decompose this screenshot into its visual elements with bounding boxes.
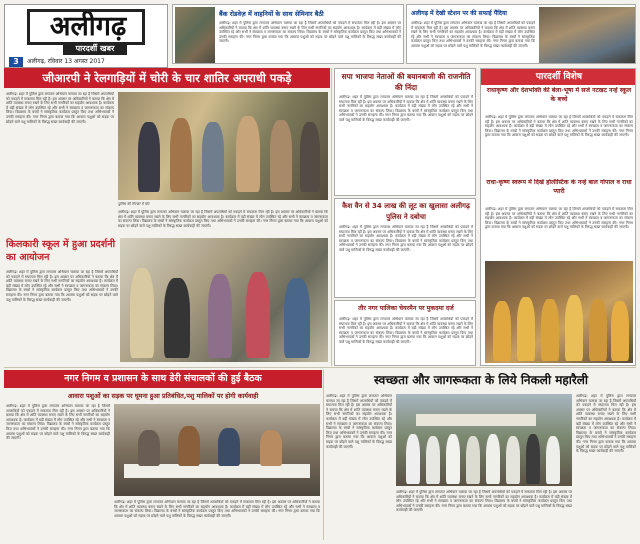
notice-headline: तौर नगर पालिका चेयरमैन पर मुकदमा दर्ज bbox=[358, 305, 454, 312]
top-story-1-photo bbox=[175, 7, 215, 63]
rally-photo-figure bbox=[466, 436, 480, 484]
special-body-1: अलीगढ़। शहर में पुलिस द्वारा लगातार अभियान चलाया जा रहा है जिसमें अपराधियों को पकड़ने में सफलता मिल रही है। इस अवसर पर अधिकारियों ने बताया कि क्षेत्र में शांति व्यवस्था बनाए रखने के लिए सभी नागरिकों का सहयोग आवश्यक है। कार्यक्रम में बड़ी संख्या में लोग उपस्थित रहे और सभी ने स्वच्छता व जागरूकता का संकल्प लिया। विद्यालय के बच्चों ने सांस्कृतिक कार्यक्रम प्रस्तुत किए तथा अभिभावकों ने उनकी सराहना की। नगर निगम द्वारा बताया गया कि आवारा पशुओं को सड़क पर छोड़ने वाले पशु मालिकों के विरुद्ध सख्त कार्यवाही की जाएगी। bbox=[485, 115, 633, 138]
rally-photo-figure bbox=[406, 434, 420, 484]
masthead-subtitle-bar bbox=[63, 43, 127, 55]
school-photo-figure bbox=[284, 278, 310, 358]
special-photo-figure bbox=[541, 299, 559, 361]
rally-body-1: अलीगढ़। शहर में पुलिस द्वारा लगातार अभियान चलाया जा रहा है जिसमें अपराधियों को पकड़ने में सफलता मिल रही है। इस अवसर पर अधिकारियों ने बताया कि क्षेत्र में शांति व्यवस्था बनाए रखने के लिए सभी नागरिकों का सहयोग आवश्यक है। कार्यक्रम में बड़ी संख्या में लोग उपस्थित रहे और सभी ने स्वच्छता व जागरूकता का संकल्प लिया। विद्यालय के बच्चों ने सांस्कृतिक कार्यक्रम प्रस्तुत किए तथा अभिभावकों ने उनकी सराहना की। नगर निगम द्वारा बताया गया कि आवारा पशुओं को सड़क पर छोड़ने वाले पशु मालिकों के विरुद्ध सख्त कार्यवाही की जाएगी। bbox=[326, 394, 392, 449]
rally-photo-figure bbox=[506, 436, 520, 484]
school-photo-figure bbox=[130, 268, 154, 358]
rally-banner bbox=[416, 414, 536, 426]
special-photo-figure bbox=[565, 295, 583, 361]
school-body: अलीगढ़। शहर में पुलिस द्वारा लगातार अभियान चलाया जा रहा है जिसमें अपराधियों को पकड़ने में सफलता मिल रही है। इस अवसर पर अधिकारियों ने बताया कि क्षेत्र में शांति व्यवस्था बनाए रखने के लिए सभी नागरिकों का सहयोग आवश्यक है। कार्यक्रम में बड़ी संख्या में लोग उपस्थित रहे और सभी ने स्वच्छता व जागरूकता का संकल्प लिया। विद्यालय के बच्चों ने सांस्कृतिक कार्यक्रम प्रस्तुत किए तथा अभिभावकों ने उनकी सराहना की। नगर निगम द्वारा बताया गया कि आवारा पशुओं को सड़क पर छोड़ने वाले पशु मालिकों के विरुद्ध सख्त कार्यवाही की जाएगी। bbox=[6, 270, 118, 302]
dairy-body-2: अलीगढ़। शहर में पुलिस द्वारा लगातार अभियान चलाया जा रहा है जिसमें अपराधियों को पकड़ने में सफलता मिल रही है। इस अवसर पर अधिकारियों ने बताया कि क्षेत्र में शांति व्यवस्था बनाए रखने के लिए सभी नागरिकों का सहयोग आवश्यक है। कार्यक्रम में बड़ी संख्या में लोग उपस्थित रहे और सभी ने स्वच्छता व जागरूकता का संकल्प लिया। विद्यालय के बच्चों ने सांस्कृतिक कार्यक्रम प्रस्तुत किए तथा अभिभावकों ने उनकी सराहना की। नगर निगम द्वारा बताया गया कि आवारा पशुओं को सड़क पर छोड़ने वाले पशु मालिकों के विरुद्ध सख्त कार्यवाही की जाएगी। bbox=[114, 500, 320, 518]
special-label: पारदर्शी विशेष bbox=[535, 72, 583, 82]
crime-body: अलीगढ़। शहर में पुलिस द्वारा लगातार अभियान चलाया जा रहा है जिसमें अपराधियों को पकड़ने में सफलता मिल रही है। इस अवसर पर अधिकारियों ने बताया कि क्षेत्र में शांति व्यवस्था बनाए रखने के लिए सभी नागरिकों का सहयोग आवश्यक है। कार्यक्रम में बड़ी संख्या में लोग उपस्थित रहे और सभी ने स्वच्छता व जागरूकता का संकल्प लिया। विद्यालय के बच्चों ने सांस्कृतिक कार्यक्रम प्रस्तुत किए तथा अभिभावकों ने उनकी सराहना की। नगर निगम द्वारा बताया गया कि आवारा पशुओं को सड़क पर छोड़ने वाले पशु मालिकों के विरुद्ध सख्त कार्यवाही की जाएगी। bbox=[339, 225, 473, 252]
top-story-2-body: अलीगढ़। शहर में पुलिस द्वारा लगातार अभियान चलाया जा रहा है जिसमें अपराधियों को पकड़ने में सफलता मिल रही है। इस अवसर पर अधिकारियों ने बताया कि क्षेत्र में शांति व्यवस्था बनाए रखने के लिए सभी नागरिकों का सहयोग आवश्यक है। कार्यक्रम में बड़ी संख्या में लोग उपस्थित रहे और सभी ने स्वच्छता व जागरूकता का संकल्प लिया। विद्यालय के बच्चों ने सांस्कृतिक कार्यक्रम प्रस्तुत किए तथा अभिभावकों ने उनकी सराहना की। नगर निगम द्वारा बताया गया कि आवारा पशुओं को सड़क पर छोड़ने वाले पशु मालिकों के विरुद्ध सख्त कार्यवाही की जाएगी। bbox=[411, 21, 535, 48]
politics-headline: सपा भाजपा नेताओं की बयानबाजी की राजनीति की निंदा bbox=[341, 72, 471, 92]
lead-body: अलीगढ़। शहर में पुलिस द्वारा लगातार अभियान चलाया जा रहा है जिसमें अपराधियों को पकड़ने में सफलता मिल रही है। इस अवसर पर अधिकारियों ने बताया कि क्षेत्र में शांति व्यवस्था बनाए रखने के लिए सभी नागरिकों का सहयोग आवश्यक है। कार्यक्रम में बड़ी संख्या में लोग उपस्थित रहे और सभी ने स्वच्छता व जागरूकता का संकल्प लिया। विद्यालय के बच्चों ने सांस्कृतिक कार्यक्रम प्रस्तुत किए तथा अभिभावकों ने उनकी सराहना की। नगर निगम द्वारा बताया गया कि आवारा पशुओं को सड़क पर छोड़ने वाले पशु मालिकों के विरुद्ध सख्त कार्यवाही की जाएगी। bbox=[6, 92, 114, 124]
top-story-1-body: अलीगढ़। शहर में पुलिस द्वारा लगातार अभियान चलाया जा रहा है जिसमें अपराधियों को पकड़ने में सफलता मिल रही है। इस अवसर पर अधिकारियों ने बताया कि क्षेत्र में शांति व्यवस्था बनाए रखने के लिए सभी नागरिकों का सहयोग आवश्यक है। कार्यक्रम में बड़ी संख्या में लोग उपस्थित रहे और सभी ने स्वच्छता व जागरूकता का संकल्प लिया। विद्यालय के बच्चों ने सांस्कृतिक कार्यक्रम प्रस्तुत किए तथा अभिभावकों ने उनकी सराहना की। नगर निगम द्वारा बताया गया कि आवारा पशुओं को सड़क पर छोड़ने वाले पशु मालिकों के विरुद्ध सख्त कार्यवाही की जाएगी। bbox=[219, 21, 401, 44]
politics-body: अलीगढ़। शहर में पुलिस द्वारा लगातार अभियान चलाया जा रहा है जिसमें अपराधियों को पकड़ने में सफलता मिल रही है। इस अवसर पर अधिकारियों ने बताया कि क्षेत्र में शांति व्यवस्था बनाए रखने के लिए सभी नागरिकों का सहयोग आवश्यक है। कार्यक्रम में बड़ी संख्या में लोग उपस्थित रहे और सभी ने स्वच्छता व जागरूकता का संकल्प लिया। विद्यालय के बच्चों ने सांस्कृतिक कार्यक्रम प्रस्तुत किए तथा अभिभावकों ने उनकी सराहना की। नगर निगम द्वारा बताया गया कि आवारा पशुओं को सड़क पर छोड़ने वाले पशु मालिकों के विरुद्ध सख्त कार्यवाही की जाएगी। bbox=[339, 95, 473, 122]
page-number: 3 bbox=[9, 57, 23, 67]
dairy-headline-bar bbox=[4, 370, 322, 388]
rally-body-2: अलीगढ़। शहर में पुलिस द्वारा लगातार अभियान चलाया जा रहा है जिसमें अपराधियों को पकड़ने में सफलता मिल रही है। इस अवसर पर अधिकारियों ने बताया कि क्षेत्र में शांति व्यवस्था बनाए रखने के लिए सभी नागरिकों का सहयोग आवश्यक है। कार्यक्रम में बड़ी संख्या में लोग उपस्थित रहे और सभी ने स्वच्छता व जागरूकता का संकल्प लिया। विद्यालय के बच्चों ने सांस्कृतिक कार्यक्रम प्रस्तुत किए तथा अभिभावकों ने उनकी सराहना की। नगर निगम द्वारा बताया गया कि आवारा पशुओं को सड़क पर छोड़ने वाले पशु मालिकों के विरुद्ध सख्त कार्यवाही की जाएगी। bbox=[396, 490, 572, 513]
dairy-photo bbox=[114, 404, 320, 496]
top-story-2 bbox=[406, 4, 636, 64]
special-headline-2: राधा-कृष्ण स्वरूप में दिखे होलीस्टिक के नन्हे बाल गोपाल व राधा प्यारी bbox=[486, 179, 632, 195]
special-body-2: अलीगढ़। शहर में पुलिस द्वारा लगातार अभियान चलाया जा रहा है जिसमें अपराधियों को पकड़ने में सफलता मिल रही है। इस अवसर पर अधिकारियों ने बताया कि क्षेत्र में शांति व्यवस्था बनाए रखने के लिए सभी नागरिकों का सहयोग आवश्यक है। कार्यक्रम में बड़ी संख्या में लोग उपस्थित रहे और सभी ने स्वच्छता व जागरूकता का संकल्प लिया। विद्यालय के बच्चों ने सांस्कृतिक कार्यक्रम प्रस्तुत किए तथा अभिभावकों ने उनकी सराहना की। नगर निगम द्वारा बताया गया कि आवारा पशुओं को सड़क पर छोड़ने वाले पशु मालिकों के विरुद्ध सख्त कार्यवाही की जाएगी। bbox=[485, 207, 633, 230]
dairy-photo-figure bbox=[260, 430, 282, 466]
dairy-headline: नगर निगम व प्रशासन के साथ डेरी संचालकों की हुई बैठक bbox=[64, 373, 262, 384]
rally-photo-figure bbox=[526, 434, 540, 484]
lead-photo-figure bbox=[270, 120, 292, 192]
dairy-photo-figure bbox=[138, 430, 160, 466]
lead-headline: जीआरपी ने रेलगाड़ियों में चोरी के चार शातिर अपराधी पकड़े bbox=[42, 71, 292, 85]
section-rule bbox=[4, 367, 636, 368]
lead-headline-bar bbox=[4, 68, 330, 88]
dairy-photo-table bbox=[124, 464, 310, 478]
masthead-logo-box bbox=[27, 9, 145, 45]
politics-story bbox=[334, 68, 476, 196]
special-photo bbox=[485, 261, 633, 363]
dairy-body-1: अलीगढ़। शहर में पुलिस द्वारा लगातार अभियान चलाया जा रहा है जिसमें अपराधियों को पकड़ने में सफलता मिल रही है। इस अवसर पर अधिकारियों ने बताया कि क्षेत्र में शांति व्यवस्था बनाए रखने के लिए सभी नागरिकों का सहयोग आवश्यक है। कार्यक्रम में बड़ी संख्या में लोग उपस्थित रहे और सभी ने स्वच्छता व जागरूकता का संकल्प लिया। विद्यालय के बच्चों ने सांस्कृतिक कार्यक्रम प्रस्तुत किए तथा अभिभावकों ने उनकी सराहना की। नगर निगम द्वारा बताया गया कि आवारा पशुओं को सड़क पर छोड़ने वाले पशु मालिकों के विरुद्ध सख्त कार्यवाही की जाएगी। bbox=[6, 404, 110, 441]
rally-photo-figure bbox=[546, 436, 560, 484]
dateline: अलीगढ़, रविवार 13 अगस्त 2017 bbox=[27, 58, 105, 65]
lead-body-2: अलीगढ़। शहर में पुलिस द्वारा लगातार अभियान चलाया जा रहा है जिसमें अपराधियों को पकड़ने में सफलता मिल रही है। इस अवसर पर अधिकारियों ने बताया कि क्षेत्र में शांति व्यवस्था बनाए रखने के लिए सभी नागरिकों का सहयोग आवश्यक है। कार्यक्रम में बड़ी संख्या में लोग उपस्थित रहे और सभी ने स्वच्छता व जागरूकता का संकल्प लिया। विद्यालय के बच्चों ने सांस्कृतिक कार्यक्रम प्रस्तुत किए तथा अभिभावकों ने उनकी सराहना की। नगर निगम द्वारा बताया गया कि आवारा पशुओं को सड़क पर छोड़ने वाले पशु मालिकों के विरुद्ध सख्त कार्यवाही की जाएगी। bbox=[118, 210, 328, 228]
rally-headline: स्वच्छता और जागरूकता के लिये निकली महारैली bbox=[373, 373, 589, 387]
crime-headline: कैश वैन से 34 लाख की लूट का खुलासा अलीगढ़ पुलिस ने दबोचा bbox=[342, 202, 470, 221]
school-story bbox=[4, 236, 330, 366]
notice-body: अलीगढ़। शहर में पुलिस द्वारा लगातार अभियान चलाया जा रहा है जिसमें अपराधियों को पकड़ने में सफलता मिल रही है। इस अवसर पर अधिकारियों ने बताया कि क्षेत्र में शांति व्यवस्था बनाए रखने के लिए सभी नागरिकों का सहयोग आवश्यक है। कार्यक्रम में बड़ी संख्या में लोग उपस्थित रहे और सभी ने स्वच्छता व जागरूकता का संकल्प लिया। विद्यालय के बच्चों ने सांस्कृतिक कार्यक्रम प्रस्तुत किए तथा अभिभावकों ने उनकी सराहना की। नगर निगम द्वारा बताया गया कि आवारा पशुओं को सड़क पर छोड़ने वाले पशु मालिकों के विरुद्ध सख्त कार्यवाही की जाएगी। bbox=[339, 317, 473, 344]
school-photo-figure bbox=[208, 274, 232, 358]
lead-photo bbox=[118, 92, 328, 200]
rally-photo-figure bbox=[486, 434, 500, 484]
special-photo-figure bbox=[517, 297, 535, 361]
school-photo-figure bbox=[246, 272, 270, 358]
rally-photo-figure bbox=[446, 434, 460, 484]
masthead-subtitle: पारदर्शी खबर bbox=[75, 44, 115, 53]
school-photo-figure bbox=[164, 278, 190, 358]
special-photo-figure bbox=[493, 301, 511, 361]
special-photo-figure bbox=[611, 301, 629, 361]
top-story-2-photo bbox=[539, 7, 635, 63]
rally-photo bbox=[396, 394, 572, 486]
lead-photo-figure bbox=[300, 122, 320, 192]
lead-photo-figure bbox=[138, 122, 160, 192]
dairy-photo-figure bbox=[178, 426, 200, 466]
special-headline-1: राधाकृष्ण और देशभक्ति की बेला-भूषा में सजे नटखट नन्हें स्कूल के बच्चे bbox=[486, 87, 632, 103]
lead-photo-figure bbox=[202, 122, 224, 192]
top-story-2-headline: अलीगढ़ में देखी स्टेशन पर की सफाई पैंदिया bbox=[411, 10, 507, 17]
top-story-1 bbox=[172, 4, 404, 64]
special-sidebar bbox=[480, 68, 636, 366]
masthead bbox=[4, 4, 168, 68]
notice-story bbox=[334, 300, 476, 366]
school-photo bbox=[120, 238, 328, 362]
column-rule bbox=[323, 370, 324, 540]
crime-story bbox=[334, 198, 476, 298]
special-photo-figure bbox=[589, 299, 607, 361]
school-headline: किलकारी स्कूल में हुआ प्रदर्शनी का आयोजन bbox=[6, 239, 116, 263]
masthead-title: अलीगढ़ bbox=[49, 11, 127, 42]
column-rule bbox=[331, 68, 332, 366]
lead-photo-figure bbox=[170, 118, 192, 192]
special-label-bar bbox=[481, 69, 636, 85]
lead-caption: पुलिस की गिरफ्त में चोर bbox=[118, 202, 150, 206]
top-story-1-headline: बैंक रोडवेज़ में वाहनियों के साथ सेमिनार बैठी bbox=[219, 10, 324, 18]
rally-photo-figure bbox=[426, 436, 440, 484]
rally-body-3: अलीगढ़। शहर में पुलिस द्वारा लगातार अभियान चलाया जा रहा है जिसमें अपराधियों को पकड़ने में सफलता मिल रही है। इस अवसर पर अधिकारियों ने बताया कि क्षेत्र में शांति व्यवस्था बनाए रखने के लिए सभी नागरिकों का सहयोग आवश्यक है। कार्यक्रम में बड़ी संख्या में लोग उपस्थित रहे और सभी ने स्वच्छता व जागरूकता का संकल्प लिया। विद्यालय के बच्चों ने सांस्कृतिक कार्यक्रम प्रस्तुत किए तथा अभिभावकों ने उनकी सराहना की। नगर निगम द्वारा बताया गया कि आवारा पशुओं को सड़क पर छोड़ने वाले पशु मालिकों के विरुद्ध सख्त कार्यवाही की जाएगी। bbox=[576, 394, 636, 454]
lead-photo-figure bbox=[236, 116, 260, 192]
dairy-subhead: आवारा पशुओं का सड़क पर घूमना हुआ प्रतिबंधित,पशु मालिकों पर होगी कार्यवाही bbox=[67, 392, 259, 400]
dairy-photo-figure bbox=[218, 428, 240, 466]
